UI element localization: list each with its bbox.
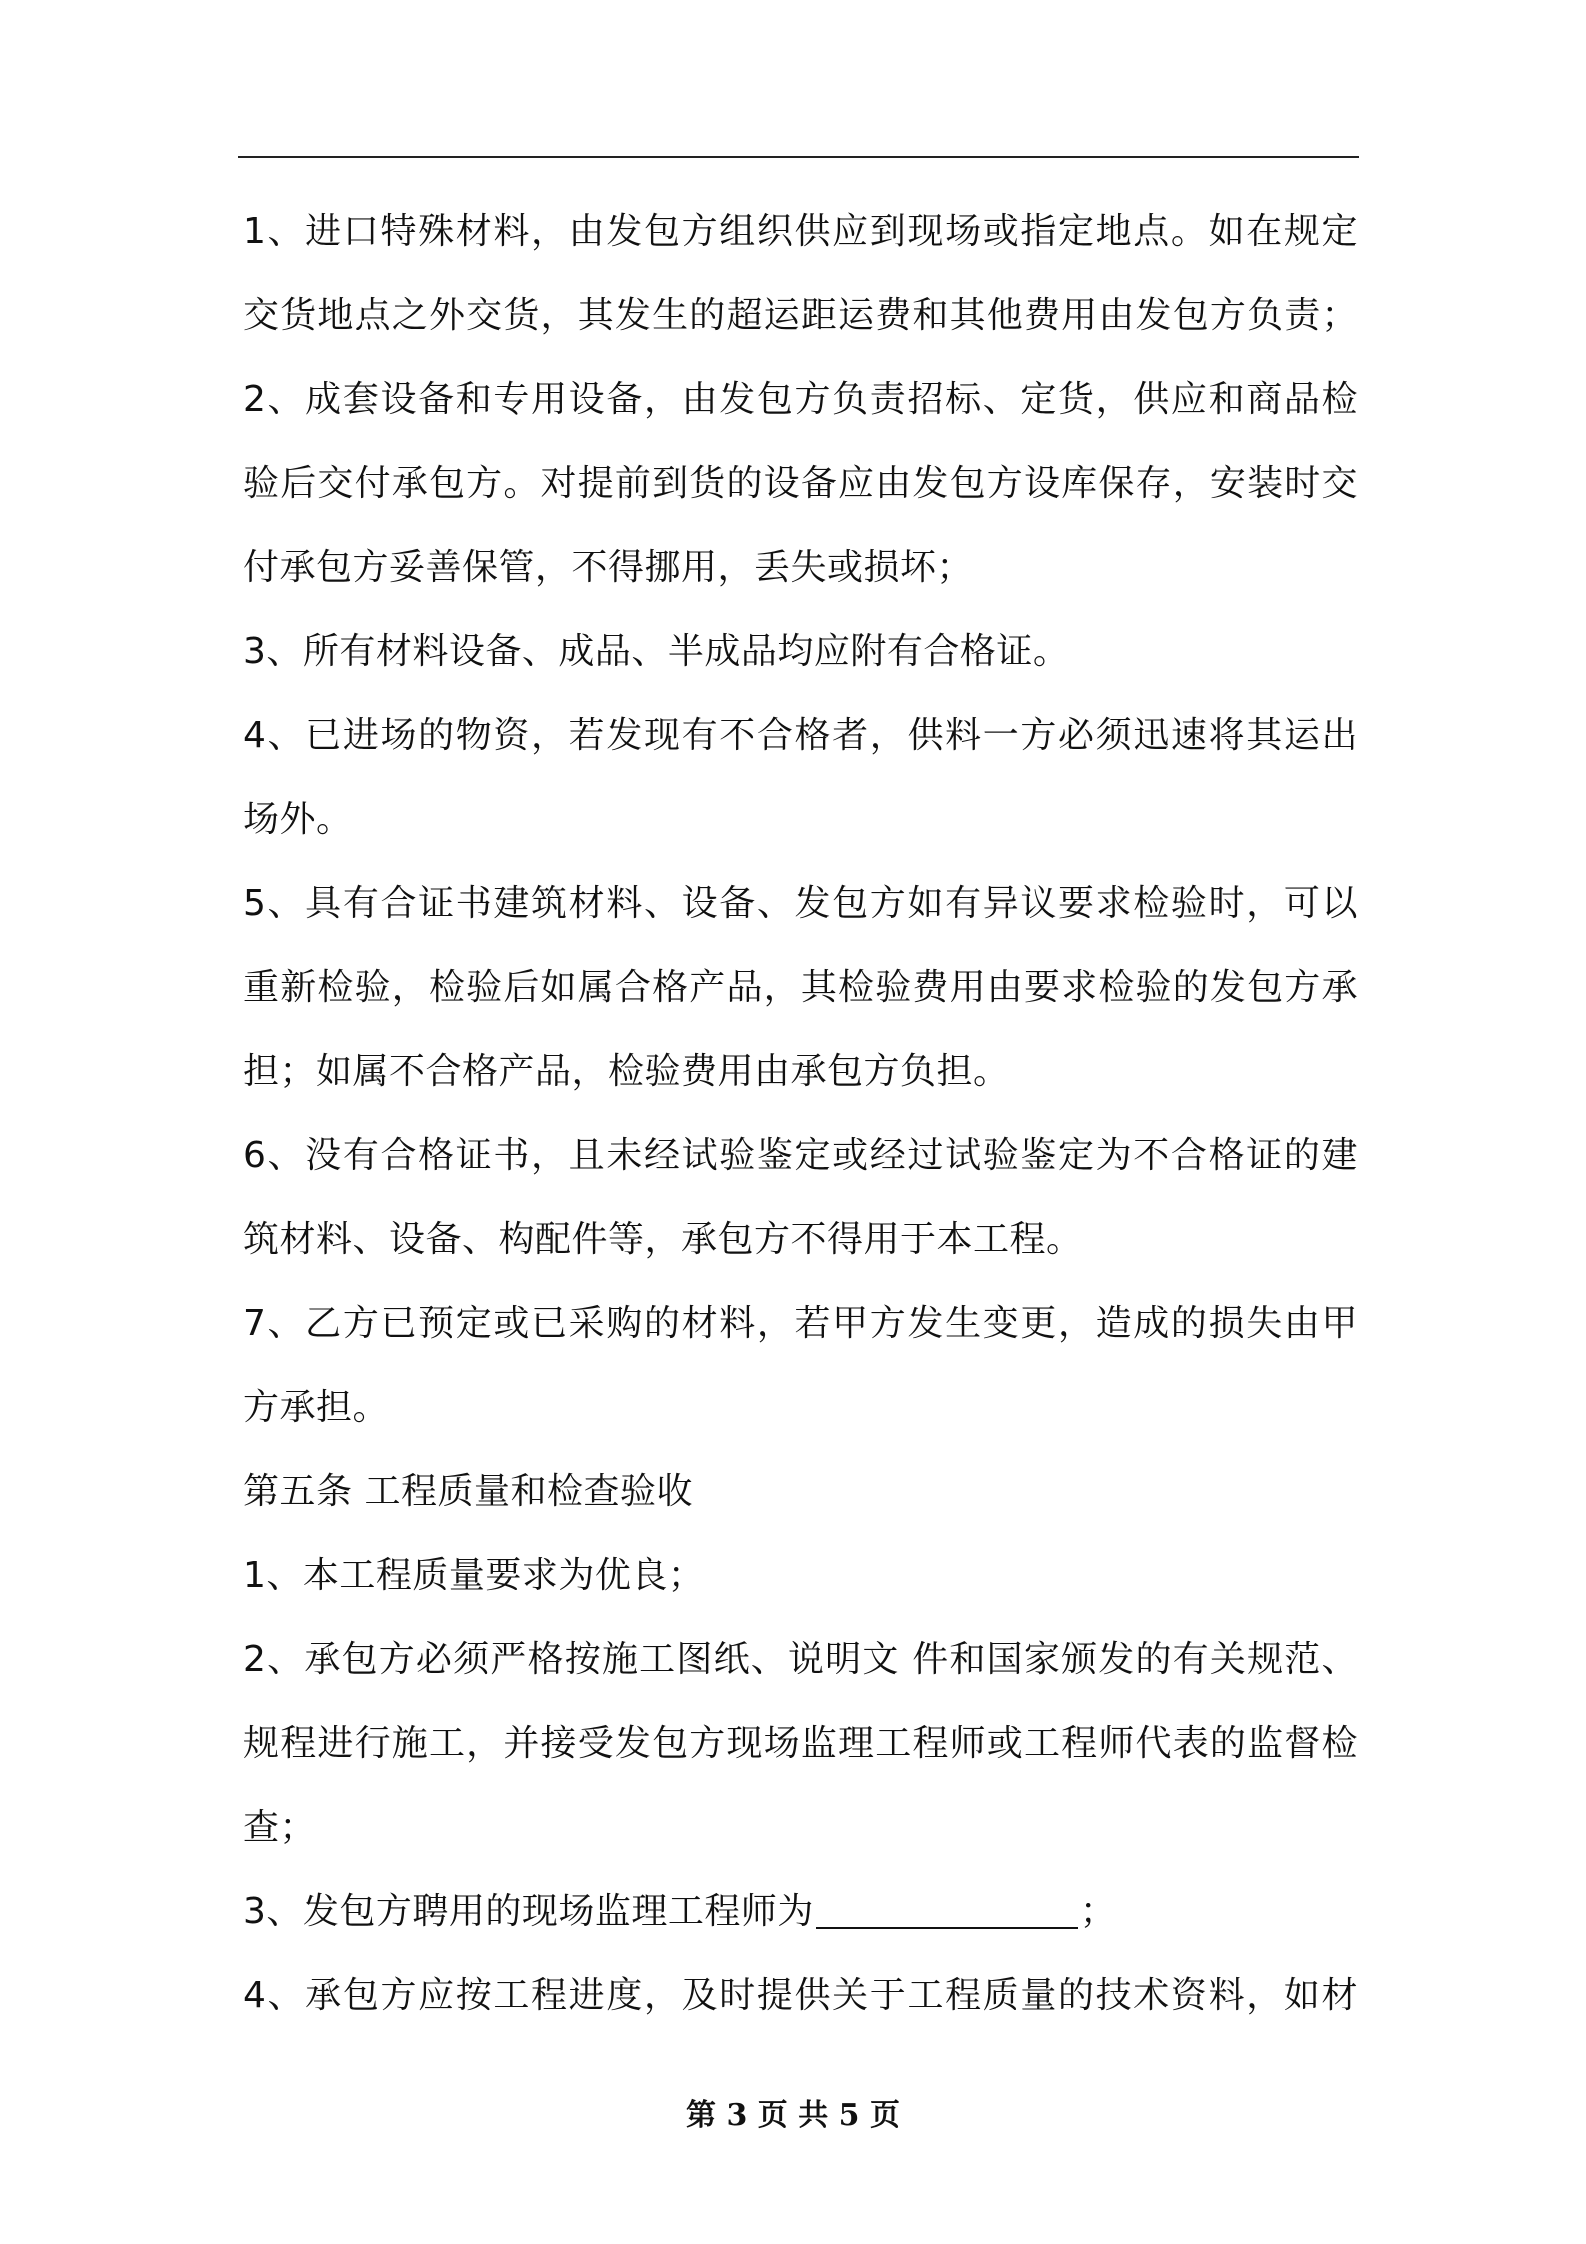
fill-in-line xyxy=(243,1870,1358,1954)
paragraph-line: 6、没有合格证书，且未经试验鉴定或经过试验鉴定为不合格证的建 xyxy=(243,1135,1358,1176)
paragraph-line: 付承包方妥善保管，不得挪用，丢失或损坏； xyxy=(243,547,974,588)
paragraph-line: 1、进口特殊材料，由发包方组织供应到现场或指定地点。如在规定 xyxy=(243,211,1358,252)
document-body xyxy=(243,190,1358,2038)
paragraph-line: 场外。 xyxy=(243,799,353,840)
paragraph-line: 4、已进场的物资，若发现有不合格者，供料一方必须迅速将其运出 xyxy=(243,715,1358,756)
paragraph-line: 1、本工程质量要求为优良； xyxy=(243,1555,705,1596)
fill-in-suffix: ； xyxy=(1079,1891,1117,1932)
paragraph-line: 5、具有合证书建筑材料、设备、发包方如有异议要求检验时，可以 xyxy=(243,883,1358,924)
paragraph-line: 交货地点之外交货，其发生的超运距运费和其他费用由发包方负责； xyxy=(243,295,1358,336)
paragraph-line: 方承担。 xyxy=(243,1387,390,1428)
paragraph-line: 7、乙方已预定或已采购的材料，若甲方发生变更，造成的损失由甲 xyxy=(243,1303,1358,1344)
page-number-footer: 第 3 页 共 5 页 xyxy=(686,2098,900,2133)
fill-in-blank[interactable] xyxy=(816,1893,1078,1929)
paragraph-line: 验后交付承包方。对提前到货的设备应由发包方设库保存，安装时交 xyxy=(243,463,1358,504)
paragraph-line: 2、成套设备和专用设备，由发包方负责招标、定货，供应和商品检 xyxy=(243,379,1358,420)
paragraph-line: 规程进行施工，并接受发包方现场监理工程师或工程师代表的监督检 xyxy=(243,1723,1358,1764)
section-heading: 第五条 工程质量和检查验收 xyxy=(243,1471,693,1512)
fill-in-prefix: 3、发包方聘用的现场监理工程师为 xyxy=(243,1891,814,1932)
paragraph-line: 4、承包方应按工程进度，及时提供关于工程质量的技术资料，如材 xyxy=(243,1975,1358,2016)
paragraph-line: 重新检验，检验后如属合格产品，其检验费用由要求检验的发包方承 xyxy=(243,967,1358,1008)
paragraph-line: 担；如属不合格产品，检验费用由承包方负担。 xyxy=(243,1051,1010,1092)
paragraph-line: 2、承包方必须严格按施工图纸、说明文 件和国家颁发的有关规范、 xyxy=(243,1639,1358,1680)
header-rule xyxy=(238,156,1359,158)
paragraph-line: 3、所有材料设备、成品、半成品均应附有合格证。 xyxy=(243,631,1070,672)
paragraph-line: 查； xyxy=(243,1807,317,1848)
paragraph-line: 筑材料、设备、构配件等，承包方不得用于本工程。 xyxy=(243,1219,1083,1260)
